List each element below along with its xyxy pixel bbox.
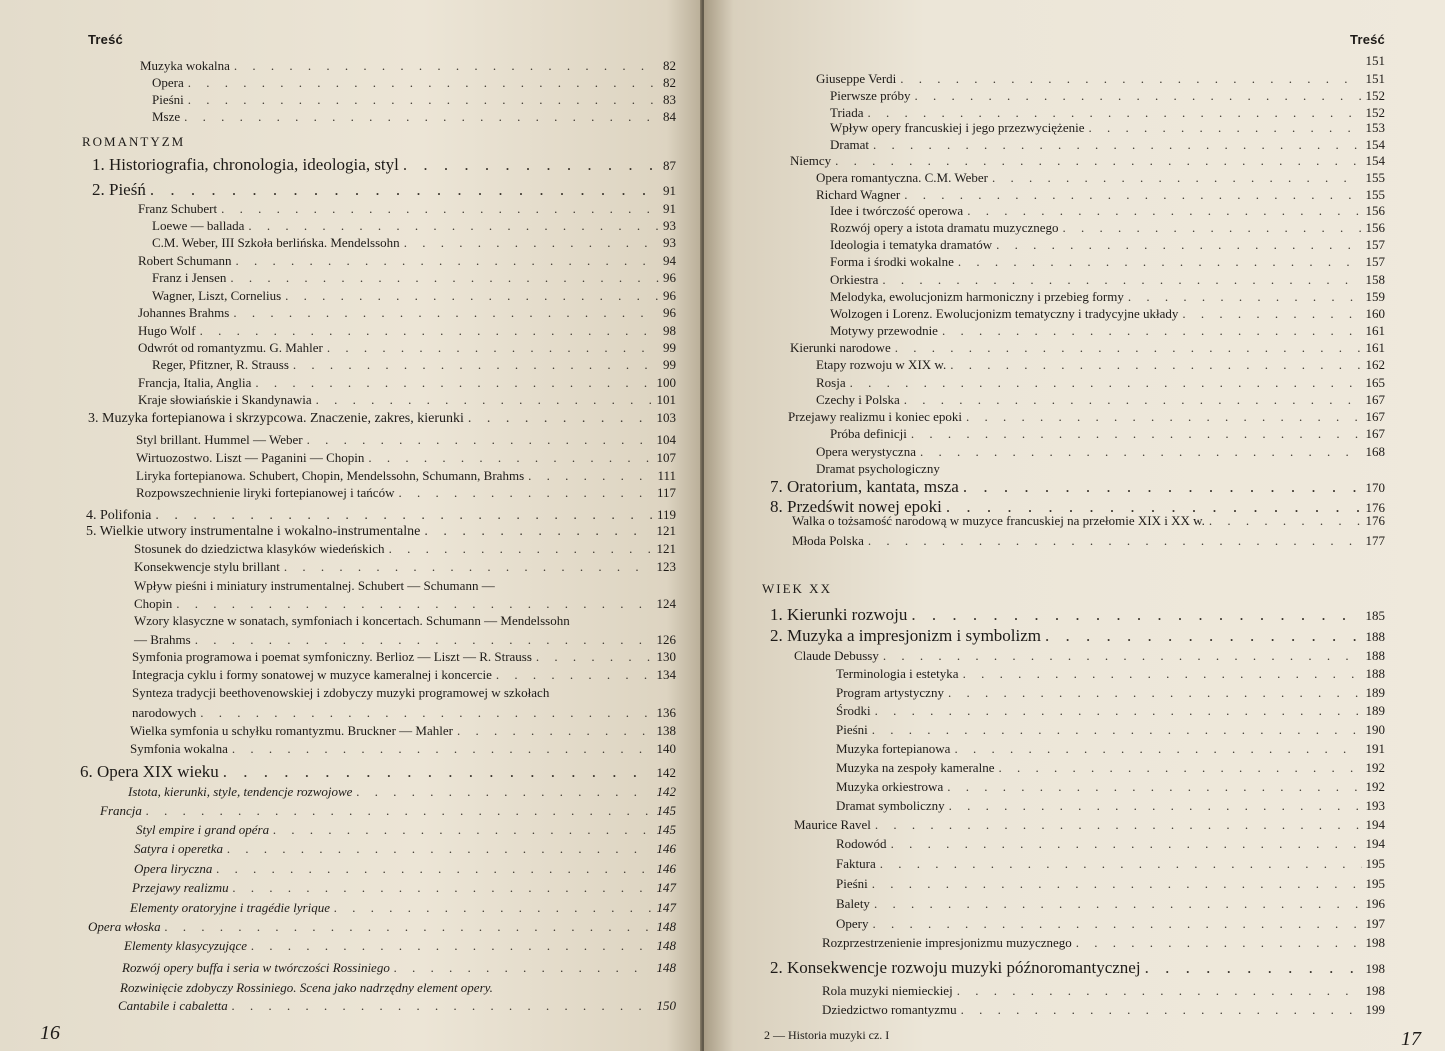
toc-entry: Rozwój opery buffa i seria w twórczości Rossiniego . . . 148 [122, 960, 676, 976]
toc-entry: Satyra i operetka . . . 146 [134, 841, 676, 857]
page-header: Treść [1350, 32, 1385, 47]
toc-entry: Symfonia programowa i poemat symfoniczny. Berlioz — Liszt — R. Strauss . . . 130 [132, 649, 676, 665]
toc-entry: Opery . . . 197 [836, 916, 1385, 932]
toc-entry: Franz Schubert . . . 91 [138, 201, 676, 217]
toc-entry: Opera włoska . . . 148 [88, 919, 676, 935]
toc-entry: 2. Pieśń . . . 91 [92, 180, 676, 200]
toc-entry: Próba definicji . . . 167 [830, 426, 1385, 442]
toc-entry: Dramat symboliczny . . . 193 [836, 798, 1385, 814]
toc-entry: Przejawy realizmu i koniec epoki . . . 167 [788, 409, 1385, 425]
toc-entry: Balety . . . 196 [836, 896, 1385, 912]
toc-entry: Kierunki narodowe . . . 161 [790, 340, 1385, 356]
toc-entry: Hugo Wolf . . . 98 [138, 323, 676, 339]
toc-entry: Etapy rozwoju w XIX w. . . . 162 [816, 357, 1385, 373]
toc-entry: C.M. Weber, III Szkoła berlińska. Mendelssohn . . . 93 [152, 235, 676, 251]
toc-entry: 8. Przedświt nowej epoki . . . 176 [770, 497, 1385, 517]
toc-entry: Francja . . . 145 [100, 803, 676, 819]
toc-entry: Johannes Brahms . . . 96 [138, 305, 676, 321]
toc-entry: Muzyka na zespoły kameralne . . . 192 [836, 760, 1385, 776]
toc-entry: Rodowód . . . 194 [836, 836, 1385, 852]
toc-entry: Środki . . . 189 [836, 703, 1385, 719]
toc-entry: Chopin . . . 124 [134, 596, 676, 612]
toc-entry: Terminologia i estetyka . . . 188 [836, 666, 1385, 682]
toc-entry: Istota, kierunki, style, tendencje rozwojowe . . . 142 [128, 784, 676, 800]
toc-entry: Motywy przewodnie . . . 161 [830, 323, 1385, 339]
toc-entry: Odwrót od romantyzmu. G. Mahler . . . 99 [138, 340, 676, 356]
toc-entry: Faktura . . . 195 [836, 856, 1385, 872]
toc-entry: Cantabile i cabaletta . . . 150 [118, 998, 676, 1014]
signature-mark: 2 — Historia muzyki cz. I [764, 1028, 890, 1042]
toc-entry: Konsekwencje stylu brillant . . . 123 [134, 559, 676, 575]
toc-entry: Liryka fortepianowa. Schubert, Chopin, Mendelssohn, Schumann, Brahms . . . 111 [136, 468, 676, 484]
toc-entry: Robert Schumann . . . 94 [138, 253, 676, 269]
toc-entry: Giuseppe Verdi . . . 151 [816, 71, 1385, 87]
toc-entry: Opera liryczna . . . 146 [134, 861, 676, 877]
toc-entry: narodowych . . . 136 [132, 705, 676, 721]
toc-entry: 5. Wielkie utwory instrumentalne i wokalno-instrumentalne . . . 121 [86, 523, 676, 540]
left-page [0, 0, 702, 1051]
toc-entry: 7. Oratorium, kantata, msza . . . 170 [770, 477, 1385, 497]
toc-entry: Młoda Polska . . . 177 [792, 533, 1385, 549]
toc-entry: Styl empire i grand opéra . . . 145 [136, 822, 676, 838]
toc-entry: 6. Opera XIX wieku . . . 142 [80, 762, 676, 782]
toc-entry: Program artystyczny . . . 189 [836, 685, 1385, 701]
toc-entry: Elementy oratoryjne i tragédie lyrique . . . 147 [130, 900, 676, 916]
toc-entry: Dramat . . . 154 [830, 137, 1385, 153]
toc-entry: Idee i twórczość operowa . . . 156 [830, 203, 1385, 219]
toc-entry: Rozwój opery a istota dramatu muzycznego . . . 156 [830, 220, 1385, 236]
toc-entry: Kraje słowiańskie i Skandynawia . . . 101 [138, 392, 676, 408]
toc-entry: Msze . . . 84 [152, 109, 676, 125]
page-header: Treść [88, 32, 123, 47]
toc-entry: Dziedzictwo romantyzmu . . . 199 [822, 1002, 1385, 1018]
toc-entry: Opera romantyczna. C.M. Weber . . . 155 [816, 170, 1385, 186]
toc-entry: Wpływ opery francuskiej i jego przezwyciężenie . . . 153 [830, 120, 1385, 136]
toc-entry: Loewe — ballada . . . 93 [152, 218, 676, 234]
toc-entry: Wpływ pieśni i miniatury instrumentalnej. Schubert — Schumann — [134, 578, 495, 593]
toc-entry: Wolzogen i Lorenz. Ewolucjonizm tematyczny i tradycyjne układy . . . 160 [830, 306, 1385, 322]
right-page [704, 0, 1445, 1051]
toc-entry: Symfonia wokalna . . . 140 [130, 741, 676, 757]
toc-entry: Wirtuozostwo. Liszt — Paganini — Chopin . . . 107 [136, 450, 676, 466]
toc-entry: Opera . . . 82 [152, 75, 676, 91]
toc-entry: Triada . . . 152 [830, 105, 1385, 121]
toc-entry: Ideologia i tematyka dramatów . . . 157 [830, 237, 1385, 253]
toc-entry: Walka o tożsamość narodową w muzyce francuskiej na przełomie XIX i XX w. . . . 176 [792, 513, 1385, 529]
toc-left [0, 0, 702, 1051]
toc-entry: Muzyka fortepianowa . . . 191 [836, 741, 1385, 757]
toc-entry: Wielka symfonia u schyłku romantyzmu. Bruckner — Mahler . . . 138 [130, 723, 676, 739]
toc-entry: 2. Konsekwencje rozwoju muzyki późnoromantycznej . . . 198 [770, 958, 1385, 978]
page-number: 17 [1401, 1028, 1421, 1050]
toc-entry: Muzyka wokalna . . . 82 [140, 58, 676, 74]
toc-entry: Rosja . . . 165 [816, 375, 1385, 391]
toc-entry: Niemcy . . . 154 [790, 153, 1385, 169]
toc-entry: Claude Debussy . . . 188 [794, 648, 1385, 664]
toc-entry: Opera werystyczna . . . 168 [816, 444, 1385, 460]
section-heading: ROMANTYZM [82, 134, 186, 149]
toc-entry: Melodyka, ewolucjonizm harmoniczny i przebieg formy . . . 159 [830, 289, 1385, 305]
toc-entry: 2. Muzyka a impresjonizm i symbolizm . . . 188 [770, 626, 1385, 646]
toc-entry: 1. Kierunki rozwoju . . . 185 [770, 605, 1385, 625]
toc-entry: 4. Polifonia . . . 119 [86, 507, 676, 524]
toc-entry: Francja, Italia, Anglia . . . 100 [138, 375, 676, 391]
toc-entry: Styl brillant. Hummel — Weber . . . 104 [136, 432, 676, 448]
toc-entry: Rozwinięcie zdobyczy Rossiniego. Scena jako nadrzędny element opery. [120, 980, 493, 995]
toc-entry: Przejawy realizmu . . . 147 [132, 880, 676, 896]
toc-entry: Pieśni . . . 83 [152, 92, 676, 108]
toc-entry: 3. Muzyka fortepianowa i skrzypcowa. Znaczenie, zakres, kierunki . . . 103 [88, 410, 676, 427]
toc-entry: Dramat psychologiczny [816, 461, 940, 476]
toc-entry: Muzyka orkiestrowa . . . 192 [836, 779, 1385, 795]
toc-entry: Pierwsze próby . . . 152 [830, 88, 1385, 104]
toc-right [704, 0, 1445, 1051]
page-number: 16 [40, 1022, 60, 1044]
toc-entry: Maurice Ravel . . . 194 [794, 817, 1385, 833]
toc-entry: Czechy i Polska . . . 167 [816, 392, 1385, 408]
toc-entry: Wagner, Liszt, Cornelius . . . 96 [152, 288, 676, 304]
toc-entry: Wzory klasyczne w sonatach, symfoniach i koncertach. Schumann — Mendelssohn [134, 613, 570, 628]
toc-entry: Synteza tradycji beethovenowskiej i zdobyczy muzyki programowej w szkołach [132, 685, 550, 700]
toc-entry: — Brahms . . . 126 [134, 632, 676, 648]
toc-entry: Integracja cyklu i formy sonatowej w muzyce kameralnej i koncercie . . . 134 [132, 667, 676, 683]
toc-entry: Elementy klasycyzujące . . . 148 [124, 938, 676, 954]
toc-entry: 1. Historiografia, chronologia, ideologia, styl . . . 87 [92, 155, 676, 175]
toc-page-number: 151 [1365, 53, 1385, 68]
toc-entry: Stosunek do dziedzictwa klasyków wiedeńskich . . . 121 [134, 541, 676, 557]
toc-entry: Rola muzyki niemieckiej . . . 198 [822, 983, 1385, 999]
toc-entry: Forma i środki wokalne . . . 157 [830, 254, 1385, 270]
toc-entry: Reger, Pfitzner, R. Strauss . . . 99 [152, 357, 676, 373]
section-heading: WIEK XX [762, 581, 832, 596]
toc-entry: Rozpowszechnienie liryki fortepianowej i tańców . . . 117 [136, 485, 676, 501]
toc-entry: Pieśni . . . 190 [836, 722, 1385, 738]
toc-entry: Rozprzestrzenienie impresjonizmu muzycznego . . . 198 [822, 935, 1385, 951]
toc-entry: Franz i Jensen . . . 96 [152, 270, 676, 286]
toc-entry: Pieśni . . . 195 [836, 876, 1385, 892]
toc-entry: Richard Wagner . . . 155 [816, 187, 1385, 203]
toc-entry: Orkiestra . . . 158 [830, 272, 1385, 288]
